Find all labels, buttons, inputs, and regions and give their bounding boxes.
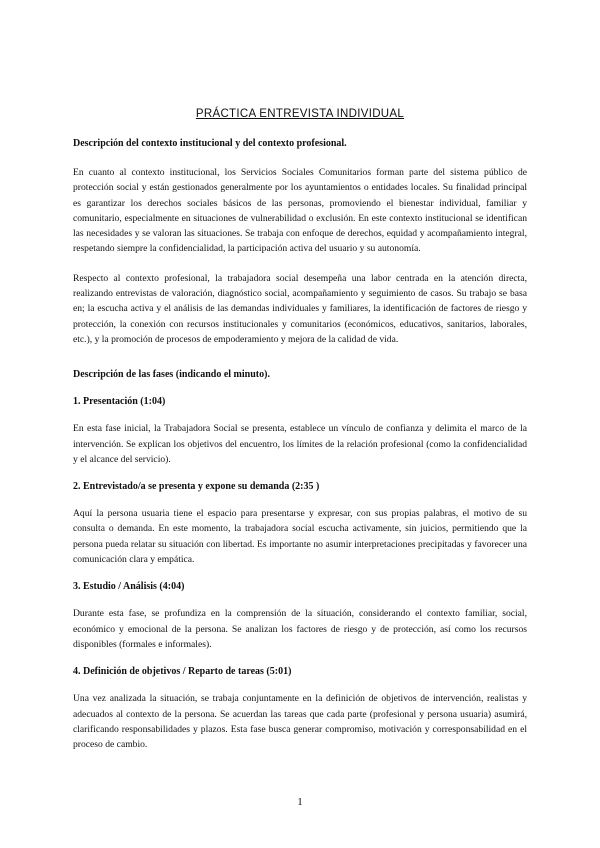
phase-4-text: Una vez analizada la situación, se trabaja conjuntamente en la definición de objetivos de intervención, realistas y adecuados al contexto de la persona. Se acuerdan las tareas que cada parte (profesional y persona usuaria) asumirá, clarificando responsabilidades y plazos. Esta fase busca generar compromiso, motivación y corresponsabilidad en el proceso de cambio. [73,693,527,751]
phase-3-text: Durante esta fase, se profundiza en la comprensión de la situación, considerando el contexto familiar, social, económico y emocional de la persona. Se analizan los factores de riesgo y de protección, así como los recursos disponibles (formales e informales). [73,608,527,650]
section-spacer [73,361,527,369]
page-number: 1 [297,796,303,808]
phases-heading: Descripción de las fases (indicando el minuto). [73,369,270,381]
phase-2-heading: 2. Entrevistado/a se presenta y expone su demanda (2:35 ) [73,481,320,493]
professional-context-paragraph: Respecto al contexto profesional, la trabajadora social desempeña una labor centrada en la atención directa, realizando entrevistas de valoración, diagnóstico social, acompañamiento y seguimiento de casos. Su trabajo se basa en; la escucha activa y el análisis de las demandas individuales y familiares, la identificación de factores de riesgo y protección, la conexión con recursos institucionales y comunitarios (económicos, educativos, sanitarios, laborales, etc.), y la promoción de procesos de empoderamiento y mejora de la calidad de vida. [73,272,527,345]
phase-1-text: En esta fase inicial, la Trabajadora Social se presenta, establece un vínculo de confianza y delimita el marco de la intervención. Se explican los objetivos del encuentro, los límites de la relación profesional (como la confidencialidad y el alcance del servicio). [73,423,527,465]
phase-1-heading: 1. Presentación (1:04) [73,396,166,408]
document-title: PRÁCTICA ENTREVISTA INDIVIDUAL [195,108,405,120]
phase-4-heading: 4. Definición de objetivos / Reparto de tareas (5:01) [73,666,292,678]
document-page [73,108,527,766]
phase-3-heading: 3. Estudio / Análisis (4:04) [73,581,185,593]
institutional-context-paragraph: En cuanto al contexto institucional, los Servicios Sociales Comunitarios forman parte del sistema público de protección social y están gestionados generalmente por los ayuntamientos o entidades locales. Su finalidad principal es garantizar los derechos sociales básicos de las personas, promoviendo el bienestar individual, familiar y comunitario, especialmente en situaciones de vulnerabilidad o exclusión. En este contexto institucional se identifican las necesidades y se valoran las situaciones. Se trabaja con enfoque de derechos, equidad y acompañamiento integral, respetando siempre la confidencialidad, la participación activa del usuario y su autonomía. [73,167,527,255]
context-heading: Descripción del contexto institucional y del contexto profesional. [73,138,347,149]
phase-2-text: Aquí la persona usuaria tiene el espacio para presentarse y expresar, con sus propias palabras, el motivo de su consulta o demanda. En este momento, la trabajadora social escucha activamente, sin juicios, permitiendo que la persona pueda relatar su situación con libertad. Es importante no asumir interpretaciones precipitadas y favorecer una comunicación clara y empática. [73,508,527,566]
